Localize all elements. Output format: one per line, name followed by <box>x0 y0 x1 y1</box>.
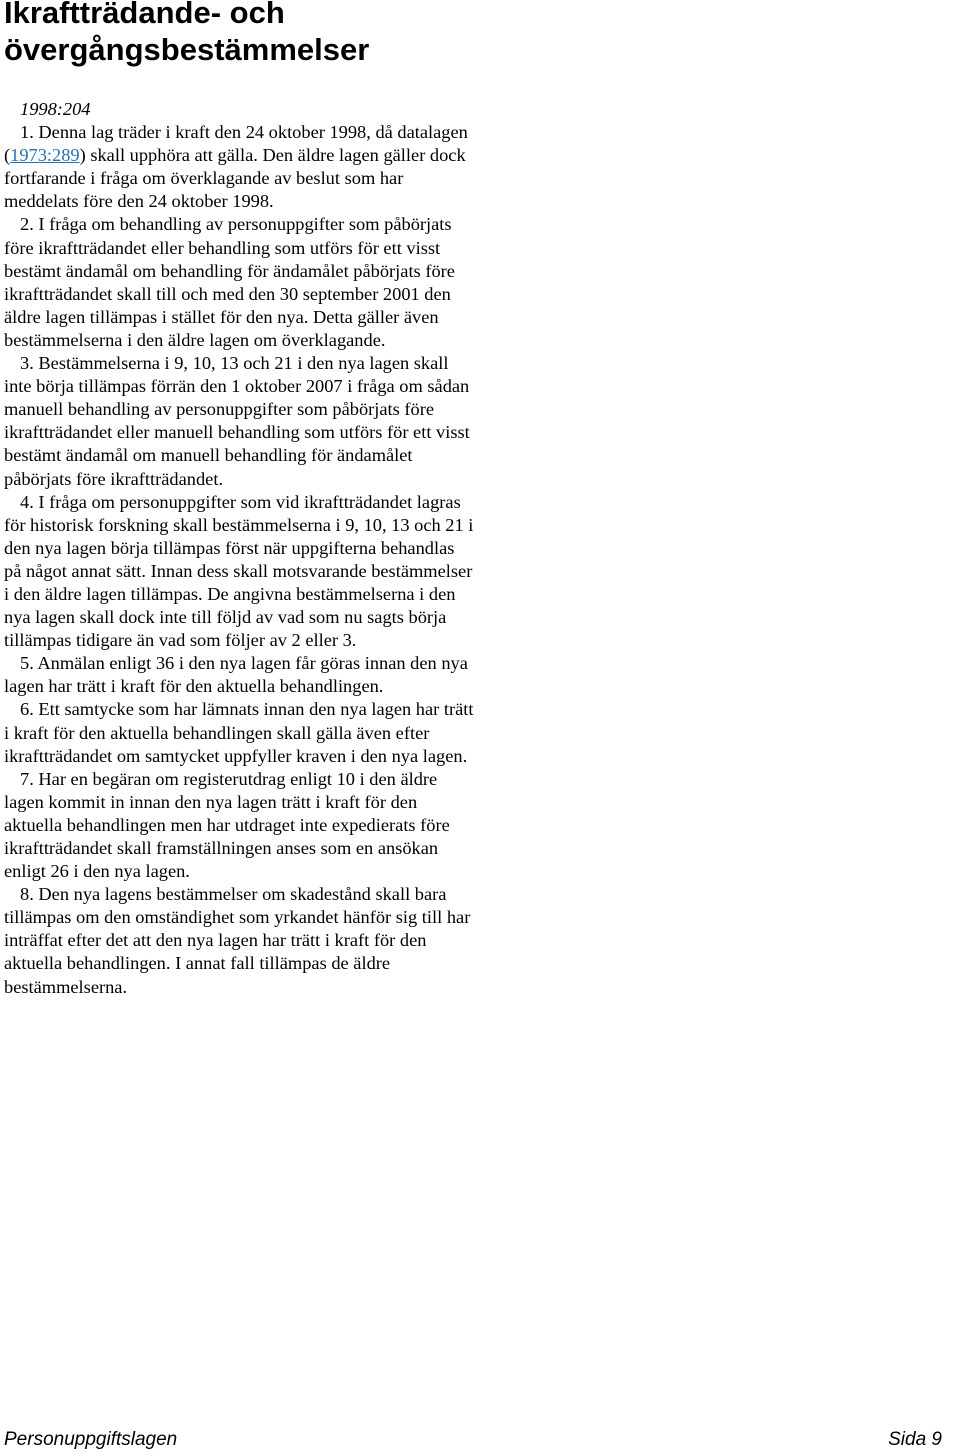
provision-2: 2. I fråga om behandling av personuppgifter som påbörjats före ikraftträdandet eller behandling som utförs för ett visst bestämt ändamål om behandling för ändamålet påbörjats före ikraftträdandet skall till och med den 30 september 2001 den äldre lagen tillämpas i stället för den nya. Detta gäller även bestämmelserna i den äldre lagen om överklagande. <box>4 214 455 350</box>
provision-6: 6. Ett samtycke som har lämnats innan den nya lagen har trätt i kraft för den aktuella behandlingen skall gälla även efter ikraftträdandet om samtycket uppfyller kraven i den nya lagen. <box>4 699 474 766</box>
provision-1-text-end: ) skall upphöra att gälla. Den äldre lagen gäller dock fortfarande i fråga om överklagande av beslut som har meddelats före den 24 oktober 1998. <box>4 145 466 212</box>
page-title <box>4 0 944 68</box>
provision-8: 8. Den nya lagens bestämmelser om skadestånd skall bara tillämpas om den omständighet som yrkandet hänför sig till har inträffat efter det att den nya lagen har trätt i kraft för den aktuella behandlingen. I annat fall tillämpas de äldre bestämmelserna. <box>4 884 471 997</box>
document-body <box>4 98 474 999</box>
provision-7: 7. Har en begäran om registerutdrag enligt 10 i den äldre lagen kommit in innan den nya lagen trätt i kraft för den aktuella behandlingen men har utdraget inte expedierats före ikraftträdandet skall framställningen anses som en ansökan enligt 26 i den nya lagen. <box>4 768 450 882</box>
page-footer <box>0 1428 960 1452</box>
page-title-line-2: övergångsbestämmelser <box>4 32 370 67</box>
source-reference: 1998:204 <box>20 99 91 119</box>
law-reference-link[interactable]: 1973:289 <box>10 145 80 166</box>
provision-5: 5. Anmälan enligt 36 i den nya lagen får göras innan den nya lagen har trätt i kraft för den aktuella behandlingen. <box>4 653 468 697</box>
footer-page-number: Sida 9 <box>888 1429 942 1450</box>
provision-4: 4. I fråga om personuppgifter som vid ikraftträdandet lagras för historisk forskning skall bestämmelserna i 9, 10, 13 och 21 i den nya lagen börja tillämpas först när uppgifterna behandlas på något annat sätt. Innan dess skall motsvarande bestämmelser i den äldre lagen tillämpas. De angivna bestämmelserna i den nya lagen skall dock inte till följd av vad som nu sagts börja tillämpas tidigare än vad som följer av 2 eller 3. <box>4 491 474 651</box>
provision-1-text-start: 1. Denna lag träder i kraft den 24 oktober 1998, då datalagen ( <box>4 122 468 166</box>
footer-document-title: Personuppgiftslagen <box>4 1429 178 1450</box>
provision-3: 3. Bestämmelserna i 9, 10, 13 och 21 i den nya lagen skall inte börja tillämpas förrän den 1 oktober 2007 i fråga om sådan manuell behandling av personuppgifter som påbörjats före ikraftträdandet eller manuell behandling som utförs för ett visst bestämt ändamål om manuell behandling för ändamålet påbörjats före ikraftträdandet. <box>4 353 470 489</box>
page-title-line-1: Ikraftträdande- och <box>4 0 285 30</box>
provision-1 <box>4 121 474 213</box>
